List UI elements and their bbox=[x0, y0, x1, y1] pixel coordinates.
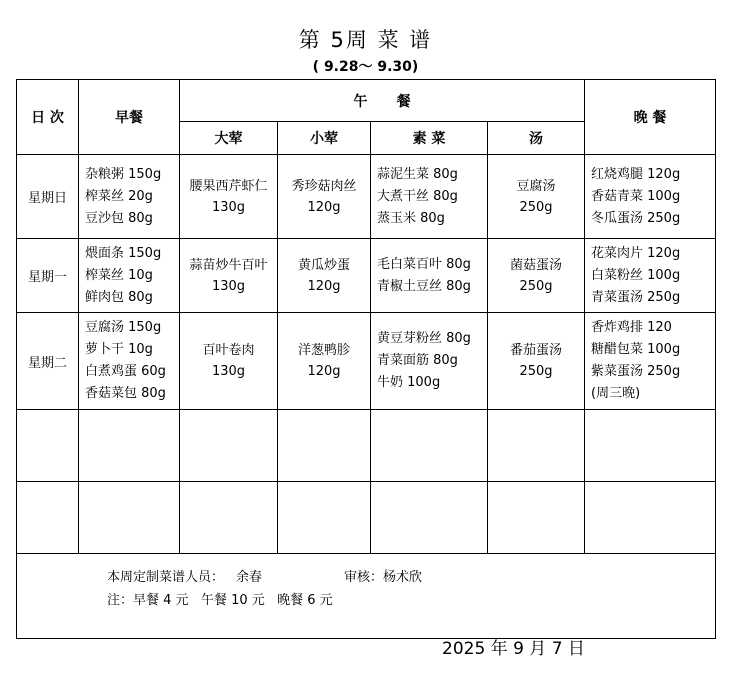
day-cell: 星期日 bbox=[17, 155, 79, 239]
planner-name: 余春 bbox=[236, 570, 263, 585]
list-item: 白煮鸡蛋 60g bbox=[85, 364, 166, 379]
planner-label: 本周定制菜谱人员： bbox=[107, 570, 225, 585]
list-item: 香菇青菜 100g bbox=[591, 188, 681, 204]
list-item: 糖醋包菜 100g bbox=[591, 342, 681, 357]
dish-name: 腰果西芹虾仁 bbox=[189, 178, 268, 194]
breakfast-cell bbox=[79, 313, 180, 410]
header-main-big: 大荤 bbox=[180, 122, 278, 155]
list-item: 榨菜丝 20g bbox=[85, 188, 153, 204]
list-item: 青菜面筋 80g bbox=[377, 353, 458, 368]
list-item: 蒸玉米 80g bbox=[377, 210, 445, 226]
list-item: 紫菜蛋汤 250g bbox=[591, 364, 681, 379]
dish-weight: 130g bbox=[211, 278, 246, 294]
reviewer-name: 杨术欣 bbox=[383, 570, 423, 585]
dinner-cell bbox=[585, 155, 716, 239]
header-dinner: 晚 餐 bbox=[585, 80, 716, 155]
small-dish-cell bbox=[278, 313, 371, 410]
dish-weight: 130g bbox=[211, 199, 246, 215]
small-dish-cell bbox=[278, 155, 371, 239]
list-item: 牛奶 100g bbox=[377, 375, 441, 390]
date-range: ( 9.28～ 9.30) bbox=[312, 59, 419, 75]
dinner-cell bbox=[585, 239, 716, 313]
dish-name: 番茄蛋汤 bbox=[509, 343, 562, 358]
empty-row bbox=[17, 410, 716, 482]
header-breakfast: 早餐 bbox=[79, 80, 180, 155]
dish-name: 菌菇蛋汤 bbox=[509, 257, 562, 273]
big-dish-cell bbox=[180, 155, 278, 239]
dish-weight: 120g bbox=[307, 278, 341, 294]
dish-weight: 130g bbox=[211, 364, 246, 379]
list-item: 蒜泥生菜 80g bbox=[377, 166, 458, 182]
list-item: 白菜粉丝 100g bbox=[591, 267, 681, 283]
reviewer-label: 审核： bbox=[344, 570, 384, 585]
list-item: 花菜肉片 120g bbox=[591, 245, 681, 261]
header-vegetable: 素 菜 bbox=[371, 122, 488, 155]
list-item: 冬瓜蛋汤 250g bbox=[591, 210, 681, 226]
breakfast-cell bbox=[79, 239, 180, 313]
footer-note bbox=[17, 554, 716, 639]
list-item: 榨菜丝 10g bbox=[85, 267, 153, 283]
list-item: 豆腐汤 150g bbox=[85, 320, 162, 335]
vegetable-cell bbox=[371, 313, 488, 410]
header-day: 日 次 bbox=[17, 80, 79, 155]
dish-name: 豆腐汤 bbox=[516, 178, 556, 194]
list-item: 萝卜干 10g bbox=[85, 342, 153, 357]
soup-cell bbox=[488, 239, 585, 313]
header-soup: 汤 bbox=[488, 122, 585, 155]
dish-name: 蒜苗炒牛百叶 bbox=[189, 257, 268, 273]
dish-weight: 250g bbox=[519, 278, 553, 294]
list-item: 豆沙包 80g bbox=[85, 210, 153, 226]
day-cell: 星期一 bbox=[17, 239, 79, 313]
menu-table bbox=[16, 79, 716, 639]
dish-weight: 250g bbox=[519, 364, 553, 379]
vegetable-cell bbox=[371, 239, 488, 313]
dish-weight: 250g bbox=[519, 199, 553, 215]
list-item: 黄豆芽粉丝 80g bbox=[377, 331, 471, 346]
dish-name: 百叶卷肉 bbox=[202, 343, 255, 358]
list-item: (周三晚) bbox=[591, 386, 641, 401]
table-row bbox=[17, 239, 716, 313]
list-item: 毛白菜百叶 80g bbox=[377, 256, 471, 272]
small-dish-cell bbox=[278, 239, 371, 313]
header-main-small: 小荤 bbox=[278, 122, 371, 155]
big-dish-cell bbox=[180, 239, 278, 313]
table-row bbox=[17, 155, 716, 239]
dinner-cell bbox=[585, 313, 716, 410]
list-item: 青菜蛋汤 250g bbox=[591, 289, 681, 305]
breakfast-cell bbox=[79, 155, 180, 239]
dish-name: 黄瓜炒蛋 bbox=[297, 257, 350, 273]
list-item: 香菇菜包 80g bbox=[85, 386, 166, 401]
page-title: 第 5周 菜 谱 bbox=[298, 28, 433, 52]
list-item: 红烧鸡腿 120g bbox=[591, 166, 681, 182]
soup-cell bbox=[488, 313, 585, 410]
list-item: 杂粮粥 150g bbox=[85, 166, 162, 182]
day-cell: 星期二 bbox=[17, 313, 79, 410]
soup-cell bbox=[488, 155, 585, 239]
dish-weight: 120g bbox=[307, 364, 341, 379]
list-item: 大煮干丝 80g bbox=[377, 188, 458, 204]
issue-date: 2025 年 9 月 7 日 bbox=[442, 639, 585, 659]
list-item: 鲜肉包 80g bbox=[85, 289, 153, 305]
price-note: 注：早餐 4 元 午餐 10 元 晚餐 6 元 bbox=[107, 593, 333, 608]
list-item: 香炸鸡排 120 bbox=[591, 320, 672, 335]
list-item: 煨面条 150g bbox=[85, 245, 162, 261]
list-item: 青椒土豆丝 80g bbox=[377, 278, 471, 294]
table-row bbox=[17, 313, 716, 410]
dish-name: 秀珍菇肉丝 bbox=[291, 178, 357, 194]
dish-name: 洋葱鸭胗 bbox=[297, 343, 350, 358]
dish-weight: 120g bbox=[307, 199, 341, 215]
vegetable-cell bbox=[371, 155, 488, 239]
header-lunch: 午 餐 bbox=[180, 80, 585, 122]
big-dish-cell bbox=[180, 313, 278, 410]
empty-row bbox=[17, 482, 716, 554]
